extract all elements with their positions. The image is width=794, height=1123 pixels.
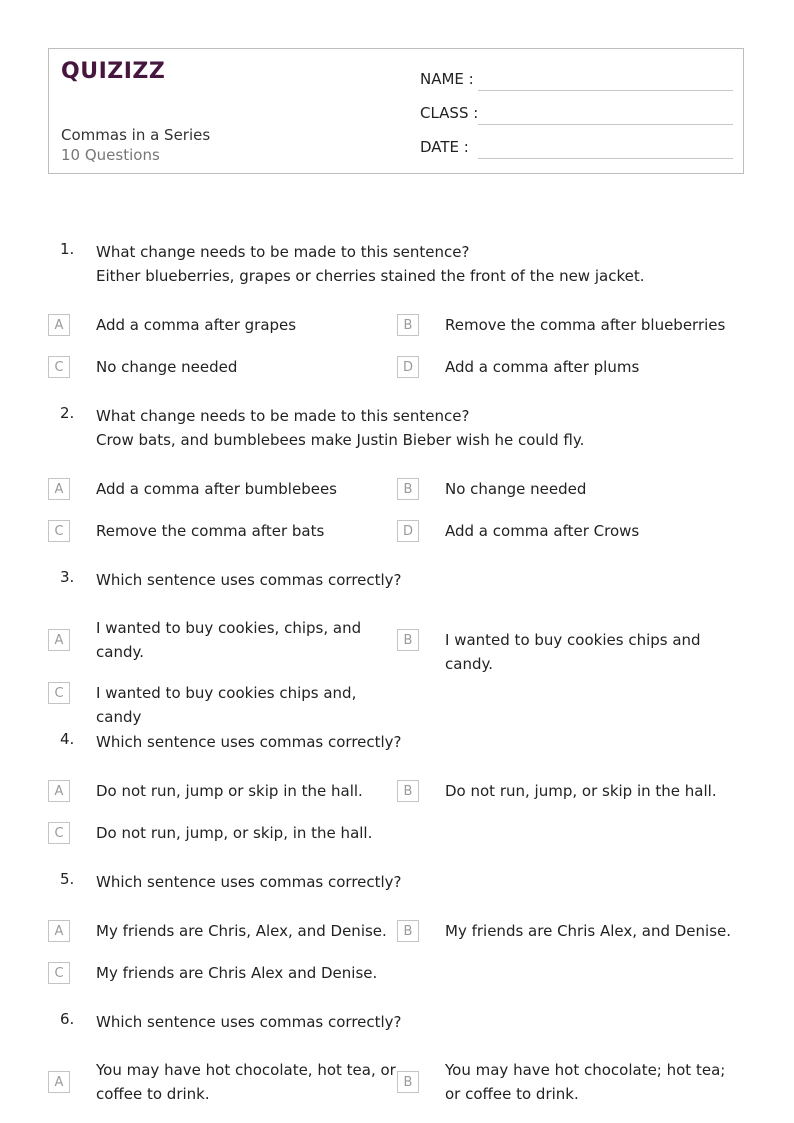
option-letter: B (397, 920, 419, 942)
question-line: What change needs to be made to this sentence? (96, 407, 470, 425)
question-number: 5. (60, 870, 75, 888)
date-line (478, 158, 733, 159)
option-text: My friends are Chris Alex and Denise. (96, 964, 378, 982)
option-text: You may have hot chocolate, hot tea, or coffee to drink. (96, 1061, 396, 1103)
question-line: Which sentence uses commas correctly? (96, 873, 402, 891)
option-letter: B (397, 314, 419, 336)
option-text: Do not run, jump, or skip in the hall. (445, 782, 717, 800)
option-letter: C (48, 682, 70, 704)
option-text: Remove the comma after blueberries (445, 316, 726, 334)
name-label: NAME : (420, 70, 474, 88)
name-line (478, 90, 733, 91)
option-text: Do not run, jump, or skip, in the hall. (96, 824, 373, 842)
option-text: My friends are Chris, Alex, and Denise. (96, 922, 387, 940)
option-letter: D (397, 520, 419, 542)
class-field[interactable] (420, 101, 733, 125)
question-count: 10 Questions (61, 146, 160, 164)
worksheet-header (48, 48, 744, 174)
question-line: What change needs to be made to this sentence? (96, 243, 470, 261)
option-letter: A (48, 780, 70, 802)
option-text: Add a comma after plums (445, 358, 640, 376)
question-line: Which sentence uses commas correctly? (96, 1013, 402, 1031)
question-text (96, 404, 736, 452)
class-line (478, 124, 733, 125)
question-text (96, 568, 736, 592)
option-letter: C (48, 962, 70, 984)
option-text: Add a comma after Crows (445, 522, 640, 540)
question-line: Crow bats, and bumblebees make Justin Bieber wish he could fly. (96, 431, 585, 449)
option-text: My friends are Chris Alex, and Denise. (445, 922, 732, 940)
class-label: CLASS : (420, 104, 479, 122)
option-letter: A (48, 478, 70, 500)
question-number: 4. (60, 730, 75, 748)
option-letter: D (397, 356, 419, 378)
name-field[interactable] (420, 67, 733, 91)
question-line: Which sentence uses commas correctly? (96, 571, 402, 589)
quizizz-logo: QUIZIZZ (61, 59, 166, 84)
option-text: I wanted to buy cookies chips and, candy (96, 684, 357, 726)
question-line: Which sentence uses commas correctly? (96, 733, 402, 751)
question-line: Either blueberries, grapes or cherries stained the front of the new jacket. (96, 267, 645, 285)
question-number: 2. (60, 404, 75, 422)
option-text: Add a comma after bumblebees (96, 480, 337, 498)
question-number: 1. (60, 240, 75, 258)
question-number: 3. (60, 568, 75, 586)
option-text: No change needed (445, 480, 587, 498)
option-letter: B (397, 780, 419, 802)
option-text: Do not run, jump or skip in the hall. (96, 782, 363, 800)
option-text: Remove the comma after bats (96, 522, 325, 540)
question-number: 6. (60, 1010, 75, 1028)
question-text (96, 240, 736, 288)
option-letter: C (48, 822, 70, 844)
option-letter: A (48, 920, 70, 942)
option-text: Add a comma after grapes (96, 316, 297, 334)
option-text: No change needed (96, 358, 238, 376)
option-text: I wanted to buy cookies, chips, and candy. (96, 619, 362, 661)
date-label: DATE : (420, 138, 469, 156)
question-text (96, 1010, 736, 1034)
option-letter: C (48, 520, 70, 542)
date-field[interactable] (420, 135, 733, 159)
option-text: You may have hot chocolate; hot tea; or coffee to drink. (445, 1061, 726, 1103)
option-letter: A (48, 314, 70, 336)
question-text (96, 870, 736, 894)
option-letter: A (48, 629, 70, 651)
option-text: I wanted to buy cookies chips and candy. (445, 631, 701, 673)
option-letter: B (397, 478, 419, 500)
option-letter: A (48, 1071, 70, 1093)
option-letter: B (397, 1071, 419, 1093)
worksheet-title: Commas in a Series (61, 126, 211, 144)
question-text (96, 730, 736, 754)
option-letter: C (48, 356, 70, 378)
option-letter: B (397, 629, 419, 651)
